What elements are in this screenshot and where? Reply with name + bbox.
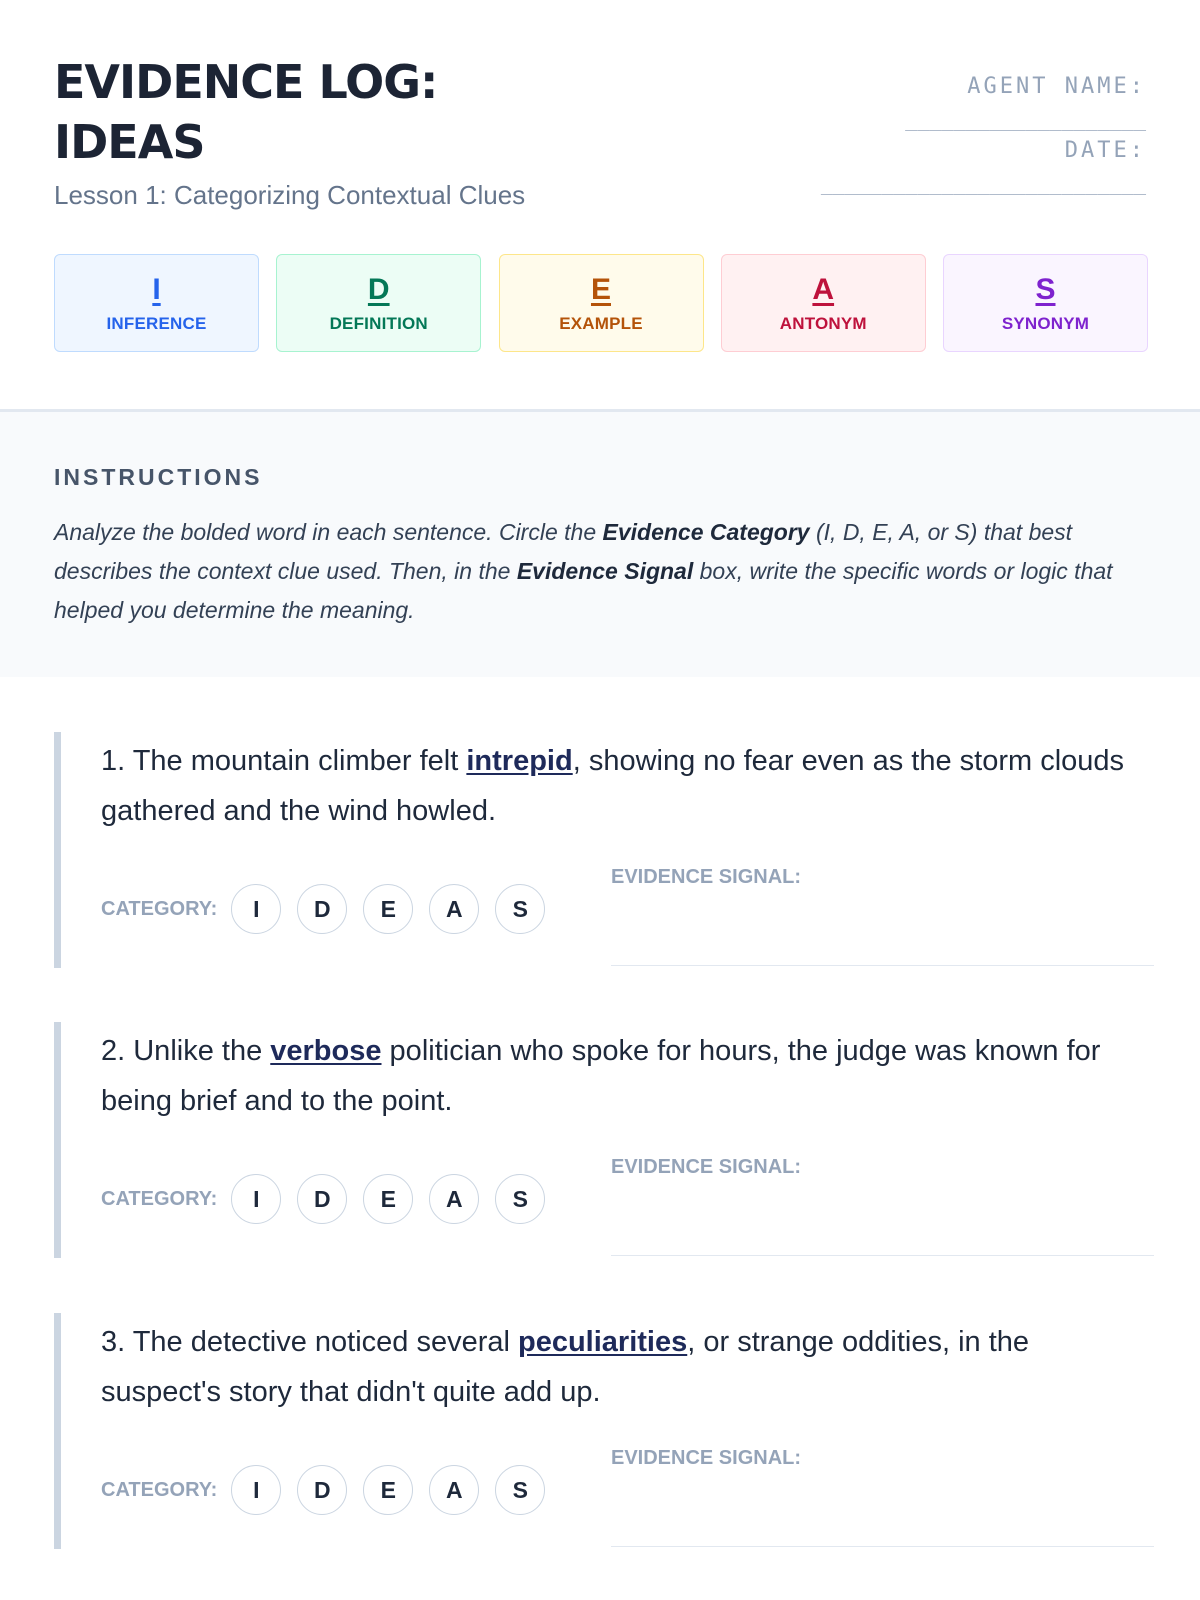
option-bubble-d[interactable]: D [297,884,347,934]
evidence-signal-label: EVIDENCE SIGNAL: [611,866,802,888]
instructions-panel [0,409,1200,677]
legend-card-example [499,254,704,352]
evidence-signal-box[interactable] [611,866,1154,966]
legend-letter: S [1035,273,1056,306]
option-bubble-s[interactable]: S [495,1174,545,1224]
legend-card-inference [54,254,259,352]
title-line-2: IDEAS [54,115,205,169]
legend-card-synonym [943,254,1148,352]
agent-name-label: AGENT NAME: [967,74,1146,99]
option-bubble-a[interactable]: A [429,1465,479,1515]
option-bubble-d[interactable]: D [297,1174,347,1224]
question-prefix: 3. The detective noticed several [101,1326,518,1358]
legend-letter: I [152,273,161,306]
question-suffix: politician who spoke for hours, the judge was known for being brief and to the point. [101,1035,1101,1117]
date-field[interactable]: ___________________________ [820,171,1146,195]
question-prefix: 2. Unlike the [101,1035,271,1067]
lesson-subtitle: Lesson 1: Categorizing Contextual Clues [54,180,526,210]
legend-letter: D [367,273,390,306]
evidence-signal-box[interactable] [611,1447,1154,1547]
question-prefix: 1. The mountain climber felt [101,745,467,777]
evidence-signal-box[interactable] [611,1156,1154,1256]
instructions-part: (I, D, E, A, or S) that best describes the context clue used. Then, in the [54,519,1073,584]
legend-letter: E [590,273,611,306]
target-word: peculiarities [518,1326,688,1358]
category-label: CATEGORY: [101,1187,218,1210]
legend-letter: A [812,273,835,306]
header [54,52,1146,211]
category-selector [101,1465,561,1515]
option-bubble-a[interactable]: A [429,884,479,934]
category-label: CATEGORY: [101,1478,218,1501]
question-3 [54,1313,1148,1549]
date-label: DATE: [1064,138,1146,163]
legend-word: ANTONYM [779,314,867,333]
option-bubble-e[interactable]: E [363,1174,413,1224]
category-label: CATEGORY: [101,897,218,920]
agent-name-field[interactable]: ____________________ [905,107,1146,131]
question-suffix: , showing no fear even as the storm clouds gathered and the wind howled. [101,745,1125,827]
instructions-part: box, write the specific words or logic that helped you determine the meaning. [54,558,1113,623]
question-text [101,736,1141,836]
legend-card-definition [276,254,481,352]
title-line-1: EVIDENCE LOG: [54,55,438,109]
legend-word: INFERENCE [106,314,207,333]
page-title [54,52,574,172]
category-selector [101,884,561,934]
target-word: intrepid [466,745,573,777]
legend-word: DEFINITION [329,314,428,333]
option-bubble-a[interactable]: A [429,1174,479,1224]
legend-word: SYNONYM [1001,314,1090,333]
question-text [101,1026,1141,1126]
category-selector [101,1174,561,1224]
option-bubble-e[interactable]: E [363,1465,413,1515]
instructions-text [54,513,1149,630]
question-suffix: , or strange oddities, in the suspect's story that didn't quite add up. [101,1326,1030,1408]
evidence-signal-label: EVIDENCE SIGNAL: [611,1447,802,1469]
question-text [101,1317,1141,1417]
option-bubble-d[interactable]: D [297,1465,347,1515]
option-bubble-s[interactable]: S [495,884,545,934]
instructions-heading: INSTRUCTIONS [54,464,263,490]
question-2 [54,1022,1148,1258]
option-bubble-s[interactable]: S [495,1465,545,1515]
agent-info [821,72,1146,200]
instructions-emphasis: Evidence Category [602,519,810,545]
option-bubble-i[interactable]: I [231,1174,281,1224]
instructions-emphasis: Evidence Signal [516,558,694,584]
legend-word: EXAMPLE [559,314,643,333]
legend-card-antonym [721,254,926,352]
target-word: verbose [270,1035,382,1067]
instructions-part: Analyze the bolded word in each sentence. Circle the [54,519,603,545]
option-bubble-i[interactable]: I [231,884,281,934]
option-bubble-i[interactable]: I [231,1465,281,1515]
evidence-signal-label: EVIDENCE SIGNAL: [611,1156,802,1178]
category-legend [54,254,1148,352]
option-bubble-e[interactable]: E [363,884,413,934]
question-1 [54,732,1148,968]
